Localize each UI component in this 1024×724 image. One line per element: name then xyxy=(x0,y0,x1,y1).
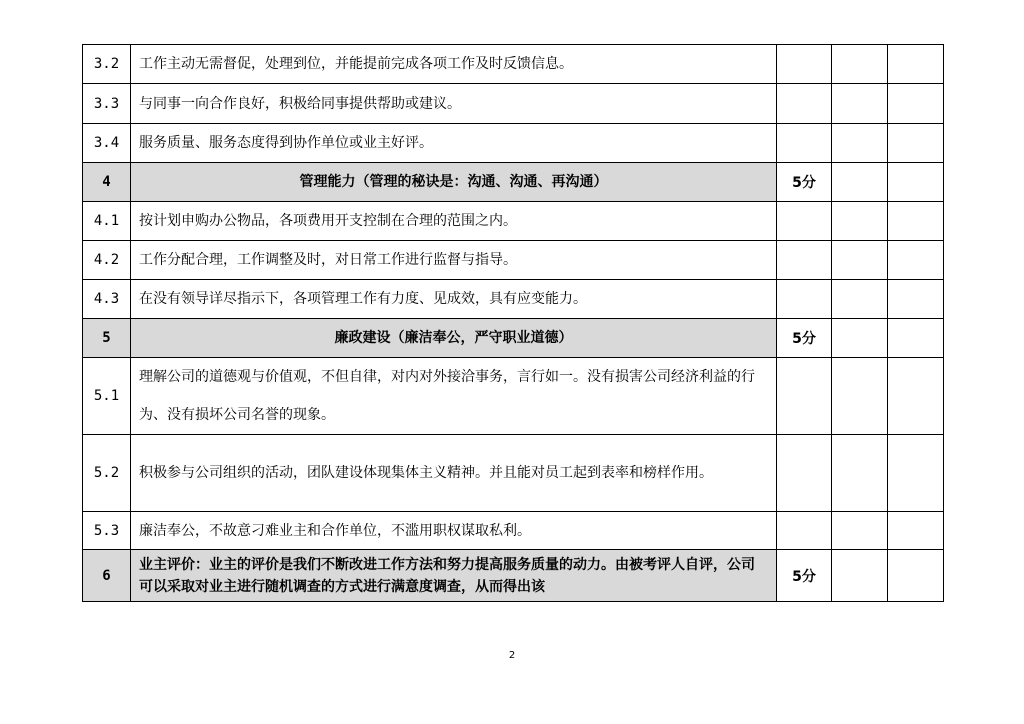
blank-cell xyxy=(832,550,888,602)
section-score: 5分 xyxy=(777,550,832,602)
table-row xyxy=(83,45,944,84)
blank-cell xyxy=(832,358,888,435)
blank-cell xyxy=(832,163,888,202)
page-number: 2 xyxy=(508,650,516,661)
blank-cell xyxy=(888,280,944,319)
section-number: 5 xyxy=(83,319,131,358)
item-number: 3.2 xyxy=(83,45,131,84)
blank-cell xyxy=(888,45,944,84)
item-text: 与同事一向合作良好，积极给同事提供帮助或建议。 xyxy=(131,84,777,124)
item-text: 服务质量、服务态度得到协作单位或业主好评。 xyxy=(131,124,777,163)
item-text: 理解公司的道德观与价值观，不但自律，对内对外接洽事务，言行如一。没有损害公司经济利益的行为、没有损坏公司名誉的现象。 xyxy=(131,358,777,435)
item-number: 5.2 xyxy=(83,435,131,512)
table-row xyxy=(83,280,944,319)
blank-cell xyxy=(888,358,944,435)
blank-cell xyxy=(832,512,888,550)
blank-cell xyxy=(888,163,944,202)
score-cell xyxy=(777,358,832,435)
item-number: 3.3 xyxy=(83,84,131,124)
blank-cell xyxy=(888,241,944,280)
blank-cell xyxy=(888,319,944,358)
score-cell xyxy=(777,280,832,319)
score-cell xyxy=(777,124,832,163)
blank-cell xyxy=(888,202,944,241)
blank-cell xyxy=(888,512,944,550)
item-number: 5.1 xyxy=(83,358,131,435)
item-text: 工作分配合理，工作调整及时，对日常工作进行监督与指导。 xyxy=(131,241,777,280)
blank-cell xyxy=(832,124,888,163)
section-number: 4 xyxy=(83,163,131,202)
table-row xyxy=(83,435,944,512)
blank-cell xyxy=(888,124,944,163)
table-row xyxy=(83,512,944,550)
section-number: 6 xyxy=(83,550,131,602)
blank-cell xyxy=(832,319,888,358)
item-text: 在没有领导详尽指示下，各项管理工作有力度、见成效，具有应变能力。 xyxy=(131,280,777,319)
blank-cell xyxy=(832,45,888,84)
table-row xyxy=(83,241,944,280)
blank-cell xyxy=(888,435,944,512)
evaluation-table xyxy=(82,44,944,602)
table-row xyxy=(83,124,944,163)
item-text: 廉洁奉公，不故意刁难业主和合作单位，不滥用职权谋取私利。 xyxy=(131,512,777,550)
section-row xyxy=(83,550,944,602)
item-text: 工作主动无需督促，处理到位，并能提前完成各项工作及时反馈信息。 xyxy=(131,45,777,84)
item-number: 4.3 xyxy=(83,280,131,319)
blank-cell xyxy=(832,435,888,512)
blank-cell xyxy=(832,202,888,241)
section-title: 业主评价：业主的评价是我们不断改进工作方法和努力提高服务质量的动力。由被考评人自评，公司可以采取对业主进行随机调查的方式进行满意度调查，从而得出该 xyxy=(131,550,777,602)
section-row xyxy=(83,163,944,202)
section-title: 管理能力（管理的秘诀是：沟通、沟通、再沟通） xyxy=(131,163,777,202)
table-row xyxy=(83,358,944,435)
table-row xyxy=(83,84,944,124)
item-text: 按计划申购办公物品，各项费用开支控制在合理的范围之内。 xyxy=(131,202,777,241)
section-title: 廉政建设（廉洁奉公，严守职业道德） xyxy=(131,319,777,358)
blank-cell xyxy=(832,241,888,280)
table-row xyxy=(83,202,944,241)
score-cell xyxy=(777,45,832,84)
blank-cell xyxy=(888,550,944,602)
score-cell xyxy=(777,435,832,512)
item-number: 3.4 xyxy=(83,124,131,163)
blank-cell xyxy=(832,84,888,124)
item-text: 积极参与公司组织的活动，团队建设体现集体主义精神。并且能对员工起到表率和榜样作用。 xyxy=(131,435,777,512)
section-score: 5分 xyxy=(777,163,832,202)
score-cell xyxy=(777,202,832,241)
score-cell xyxy=(777,512,832,550)
item-number: 4.1 xyxy=(83,202,131,241)
section-score: 5分 xyxy=(777,319,832,358)
score-cell xyxy=(777,84,832,124)
item-number: 4.2 xyxy=(83,241,131,280)
item-number: 5.3 xyxy=(83,512,131,550)
blank-cell xyxy=(832,280,888,319)
score-cell xyxy=(777,241,832,280)
blank-cell xyxy=(888,84,944,124)
section-row xyxy=(83,319,944,358)
